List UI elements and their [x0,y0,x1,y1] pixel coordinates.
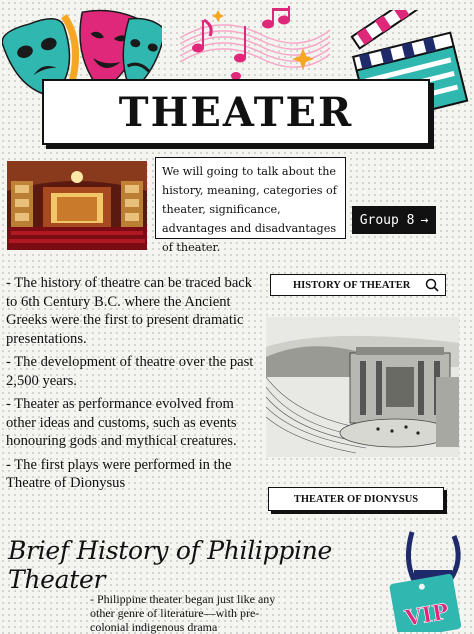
image-caption [268,487,444,511]
list-item: - Theater as performance evolved from other ideas and customs, such as events honouring gods and mythical creatures. [6,396,237,449]
intro-text: We will going to talk about the history, meaning, categories of theater, significance, advantages and disadvantages of theater. [162,165,337,254]
history-bullets [6,274,262,498]
list-item: - The first plays were performed in the Theatre of Dionysus [6,456,232,491]
group-button[interactable] [352,206,436,234]
vip-ticket-icon [384,530,472,632]
arrow-right-icon: → [420,212,429,228]
dionysus-theater-image [266,317,459,457]
vip-text: VIP [403,598,451,632]
list-item: - The development of theatre over the past 2,500 years. [6,354,254,389]
section-heading: Brief History of Philippine Theater [8,536,333,594]
caption-text: THEATER OF DIONYSUS [293,493,419,505]
list-item: - The history of theatre can be traced back to 6th Century B.C. where the Ancient Greeks were the first to present dramatic presentations. [6,275,253,347]
music-notes-icon [180,4,330,84]
title-banner [42,79,430,145]
theater-interior-image [7,161,147,250]
search-label: HISTORY OF THEATER [293,279,411,291]
philippine-paragraph: - Philippine theater began just like any other genre of literature—with pre-colonial indigenous drama [90,592,276,634]
history-search-box[interactable] [270,274,446,296]
page-title: THEATER [118,88,354,136]
intro-box [155,157,346,254]
search-icon [425,278,439,292]
group-button-label: Group 8 [359,212,415,228]
